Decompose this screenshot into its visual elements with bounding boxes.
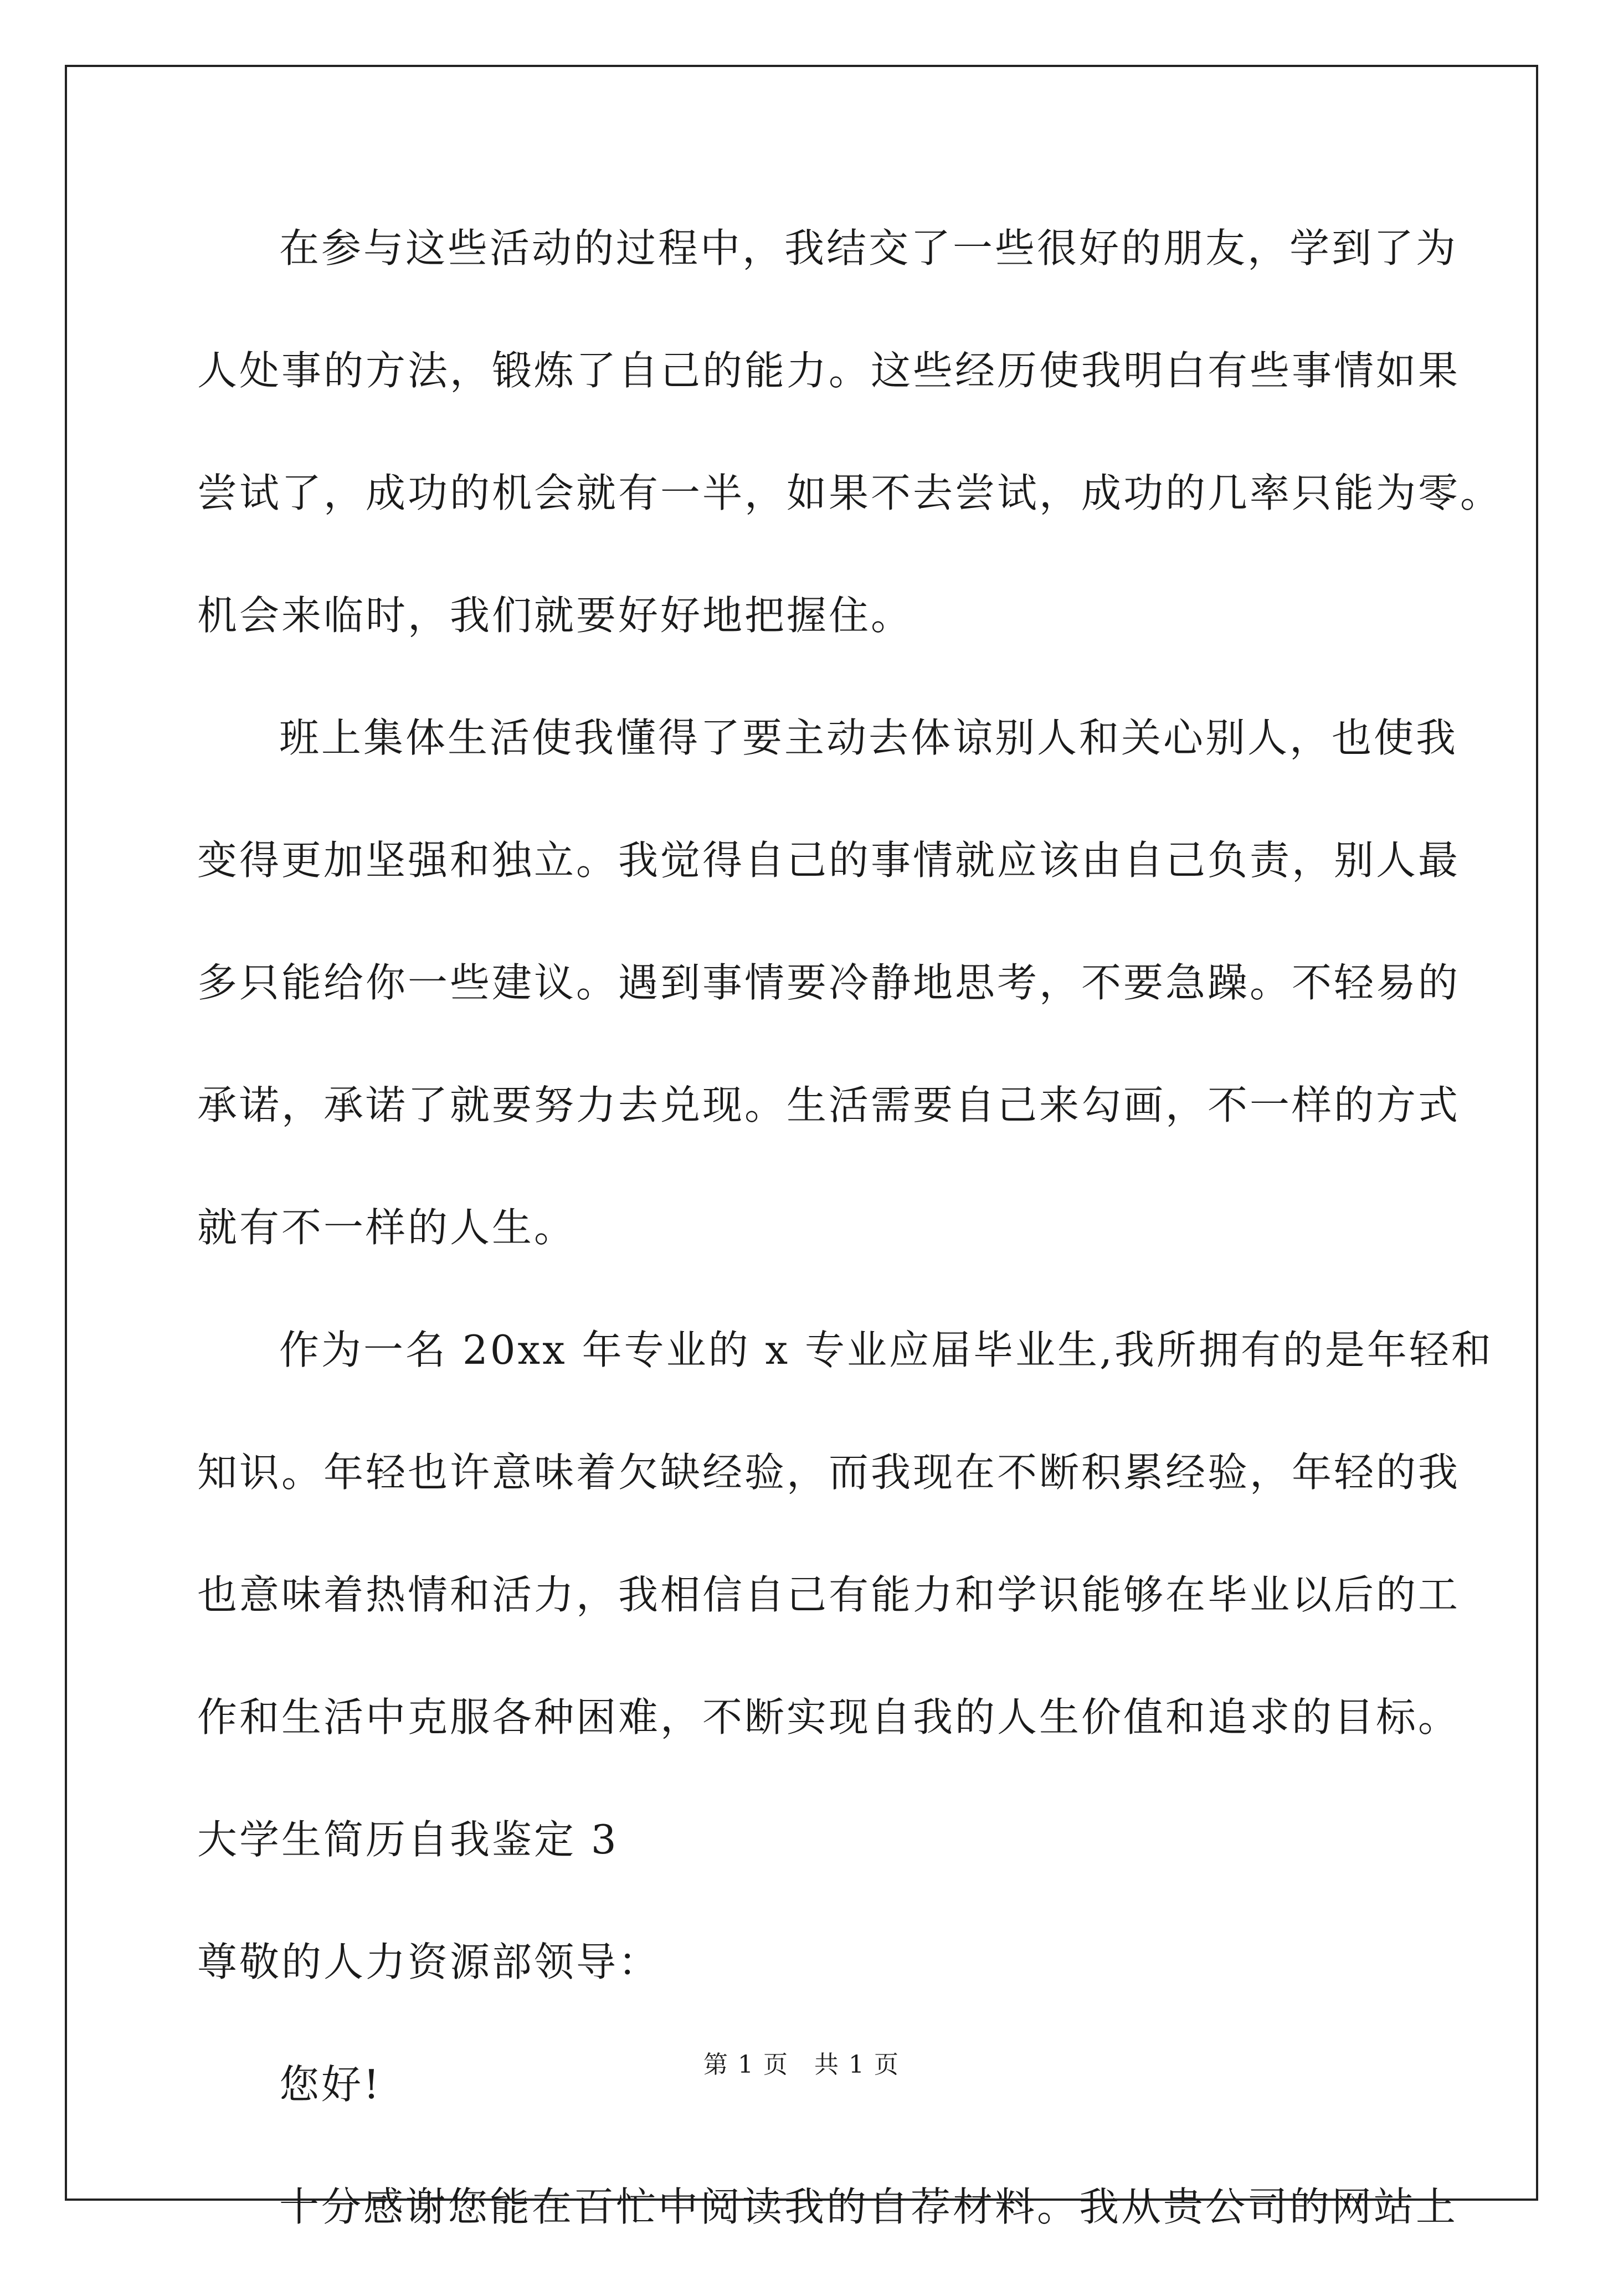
document-body [197,215,1503,2296]
text-line: 作为一名 20xx 年专业的 x 专业应届毕业生,我所拥有的是年轻和 [279,1327,1493,1373]
text-line: 作和生活中克服各种困难，不断实现自我的人生价值和追求的目标。 [197,1694,1461,1740]
text-line: 变得更加坚强和独立。我觉得自己的事情就应该由自己负责，别人最 [197,837,1461,884]
text-line: 班上集体生活使我懂得了要主动去体谅别人和关心别人，也使我 [279,715,1458,761]
text-line: 机会来临时，我们就要好好地把握住。 [197,592,913,639]
text-line: 也意味着热情和活力，我相信自己有能力和学识能够在毕业以后的工 [197,1571,1461,1618]
text-line: 十分感谢您能在百忙中阅读我的自荐材料。我从贵公司的网站上 [279,2184,1458,2230]
section-heading: 大学生简历自我鉴定 3 [197,1816,619,1863]
greeting: 您好! [279,2061,382,2108]
page-number-footer: 第 1 页 共 1 页 [703,2051,900,2079]
text-line: 承诺，承诺了就要努力去兑现。生活需要自己来勾画，不一样的方式 [197,1082,1461,1128]
text-line: 就有不一样的人生。 [197,1204,577,1251]
salutation: 尊敬的人力资源部领导： [197,1939,661,1985]
text-line: 多只能给你一些建议。遇到事情要冷静地思考，不要急躁。不轻易的 [197,959,1461,1006]
text-line: 知识。年轻也许意味着欠缺经验，而我现在不断积累经验，年轻的我 [197,1449,1461,1496]
text-line: 在参与这些活动的过程中，我结交了一些很好的朋友，学到了为 [279,225,1458,271]
text-line: 人处事的方法，锻炼了自己的能力。这些经历使我明白有些事情如果 [197,347,1461,394]
text-line: 尝试了，成功的机会就有一半，如果不去尝试，成功的几率只能为零。 [197,470,1503,516]
